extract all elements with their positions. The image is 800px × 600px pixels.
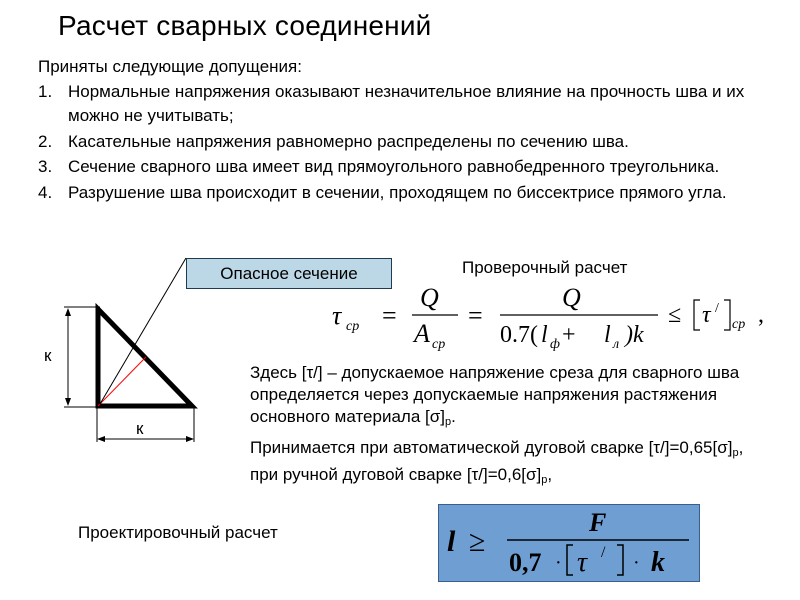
formula-sub-f: ф (550, 337, 560, 352)
arrow-up-icon (65, 308, 71, 316)
assumption-text: Сечение сварного шва имеет вид прямоугольного равнобедренного треугольника. (68, 157, 720, 176)
explanation-block (250, 362, 770, 491)
arrow-left-icon (97, 436, 105, 442)
leg-left-label: к (44, 346, 52, 365)
explanation-text: . (451, 407, 456, 426)
explanation-text: /]=0,65[σ] (660, 438, 733, 457)
check-calc-title: Проверочный расчет (462, 258, 628, 277)
formula-a: A (414, 319, 430, 348)
assumption-num: 4. (38, 182, 53, 202)
explanation-text: Принимается при автоматической дуговой сварке [τ (250, 438, 661, 457)
assumption-item-4 (38, 181, 778, 206)
explanation-text: Здесь [τ (250, 363, 314, 382)
explanation-para-2 (250, 437, 770, 491)
formula-leq: ≤ (668, 302, 682, 328)
formula-equals-1: = (382, 301, 397, 330)
explanation-sub: р (444, 416, 452, 428)
arrow-right-icon (186, 436, 194, 442)
bracket-right (724, 300, 730, 330)
formula2-l: l (447, 525, 456, 558)
formula2-f: F (589, 508, 607, 537)
formula-coef: 0.7( (500, 322, 538, 348)
formula2-geq: ≥ (469, 525, 486, 558)
arrow-down-icon (65, 398, 71, 406)
formula-tau: τ (332, 301, 342, 330)
formula2-bracket-right (617, 545, 623, 575)
assumptions-list (38, 80, 778, 206)
formula-comma: , (758, 302, 764, 328)
bisector-line (98, 357, 146, 406)
formula-sub-sr-3: ср (732, 317, 746, 332)
explanation-text: , при ручной дуговой сварке [τ (250, 438, 744, 484)
assumption-item-2 (38, 130, 778, 155)
formula2-coef: 0,7 (509, 548, 542, 577)
explanation-text: , (547, 465, 553, 484)
explanation-text: /] – допускаемое напряжение среза для сварного шва определяется через допускаемые напряжения растяжения основного материала [σ] (250, 363, 740, 426)
formula2-k: k (651, 547, 665, 578)
slide-title: Расчет сварных соединений (58, 10, 432, 41)
design-formula-box (438, 504, 700, 582)
formula-tau-2: τ (702, 302, 711, 328)
assumptions-intro: Приняты следующие допущения: (38, 57, 302, 76)
assumptions-block (38, 55, 778, 205)
weld-triangle (98, 309, 192, 406)
formula-close-k: )k (625, 322, 644, 348)
formula-equals-2: = (468, 301, 483, 330)
design-calc-title: Проектировочный расчет (78, 523, 278, 542)
formula-sub-sr: ср (346, 319, 360, 334)
assumption-text: Нормальные напряжения оказывают незначительное влияние на прочность шва и их можно не учитывать; (68, 81, 745, 125)
explanation-sub: р (541, 474, 548, 486)
formula2-prime: / (601, 544, 606, 561)
formula-prime: / (715, 301, 719, 316)
assumption-text: Касательные напряжения равномерно распределены по сечению шва. (68, 131, 629, 151)
assumption-text: Разрушение шва происходит в сечении, проходящем по биссектрисе прямого угла. (68, 182, 727, 202)
explanation-para-1 (250, 362, 770, 433)
formula2-bracket-left (567, 545, 573, 575)
formula2-tau: τ (577, 547, 588, 578)
formula-plus: + (562, 322, 576, 348)
leader-line (100, 258, 186, 404)
assumption-num: 2. (38, 131, 53, 151)
explanation-text: /]=0,6[σ] (478, 465, 542, 484)
explanation-sub: р (732, 447, 739, 459)
leg-bottom-label: к (136, 419, 144, 438)
bracket-left (694, 300, 700, 330)
check-formula (328, 282, 778, 352)
assumption-num: 1. (38, 81, 53, 101)
assumption-item-1 (38, 80, 778, 129)
danger-section-label: Опасное сечение (186, 258, 392, 289)
formula-l-2: l (604, 322, 611, 348)
formula2-dot-2: · (633, 552, 640, 574)
formula-q-1: Q (420, 283, 439, 312)
assumption-item-3 (38, 155, 778, 180)
assumption-num: 3. (38, 157, 53, 176)
formula2-dot-1: · (555, 552, 562, 574)
formula-l-1: l (541, 322, 548, 348)
formula-sub-l: л (613, 337, 620, 352)
formula-q-2: Q (562, 283, 581, 312)
formula-sub-sr-2: ср (432, 337, 446, 352)
